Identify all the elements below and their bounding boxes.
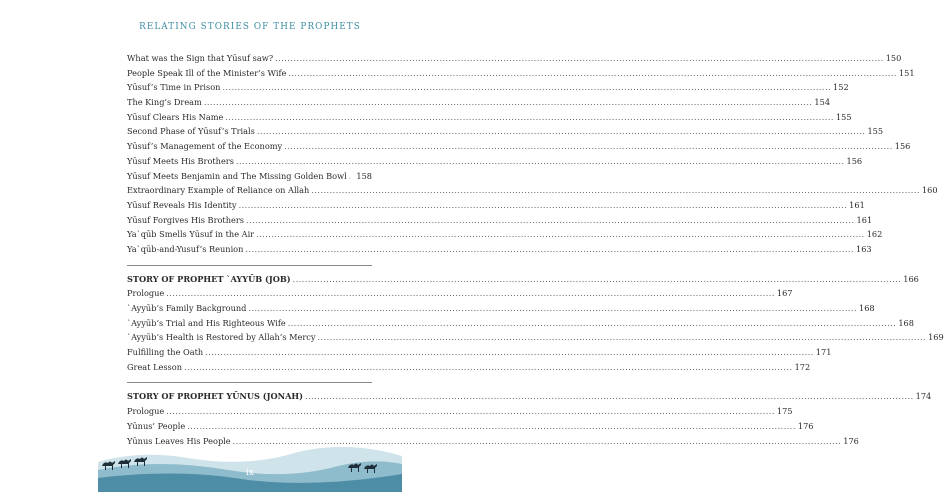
dot-leader: ........................................................................................................................................................................................................ — [238, 200, 848, 210]
dot-leader: ........................................................................................................................................................................................................ — [203, 98, 813, 108]
toc-page-number: 158 — [356, 170, 372, 181]
toc-entry-title: Yūnus Leaves His People — [127, 435, 231, 446]
dot-leader: ........................................................................................................................................................................................................ — [166, 289, 775, 299]
running-header: RELATING STORIES OF THE PROPHETS — [139, 22, 361, 32]
toc-page-number: 155 — [835, 111, 852, 122]
toc-entry — [127, 406, 793, 421]
book-page — [98, 8, 944, 492]
section-divider — [127, 382, 372, 383]
toc-page-number: 156 — [894, 141, 911, 152]
toc-entry-title: Ya`qūb-and-Yusuf’s Reunion — [127, 243, 244, 254]
toc-entry — [127, 332, 944, 347]
dot-leader: ........................................................................................................................................................................................................ — [256, 127, 866, 137]
toc-entry-title: Yūsuf Meets Benjamin and The Missing Golden Bowl — [127, 170, 347, 181]
toc-entry-title: STORY OF PROPHET YŪNUS (JONAH) — [127, 391, 304, 402]
dot-leader: ........................................................................................................................................................................................................ — [187, 421, 796, 431]
toc-entry-title: `Ayyūb’s Trial and His Righteous Wife — [127, 317, 286, 328]
toc-entry-title: Yūnus’ People — [127, 420, 186, 431]
toc-entry-title: People Speak Ill of the Minister’s Wife — [127, 67, 287, 78]
toc-entry — [127, 243, 872, 259]
toc-entry — [127, 288, 793, 303]
toc-page-number: 152 — [833, 82, 849, 93]
toc-entry-title: Yūsuf’s Management of the Economy — [127, 141, 283, 152]
toc-section-heading — [127, 273, 919, 289]
dot-leader: ........................................................................................................................................................................................................ — [235, 156, 845, 166]
toc-entry-title: Prologue — [127, 406, 165, 417]
page-number: ix — [246, 468, 254, 478]
toc-entry — [127, 111, 852, 127]
toc-entry — [127, 97, 831, 112]
toc-entry — [127, 126, 884, 141]
toc-entry-title: Fulfilling the Oath — [127, 347, 204, 358]
dot-leader: ........................................................................................................................................................................................................ — [311, 186, 920, 196]
dot-leader: ........................................................................................................................................................................................................ — [305, 392, 914, 402]
toc-entry-title: Ya`qūb Smells Yūsuf in the Air — [127, 229, 255, 240]
toc-entry — [127, 214, 873, 230]
toc-page-number: 150 — [885, 53, 902, 63]
toc-entry — [127, 82, 849, 97]
table-of-contents — [127, 53, 944, 450]
toc-entry-title: Yūsuf Forgives His Brothers — [127, 214, 244, 225]
dot-leader: ........................................................................................................................................................................................................ — [288, 68, 897, 78]
toc-entry-title: Second Phase of Yūsuf’s Trials — [127, 126, 255, 137]
toc-entry-title: The King’s Dream — [127, 97, 202, 108]
toc-entry — [127, 199, 865, 215]
toc-page-number: 176 — [797, 420, 814, 431]
toc-entry — [127, 141, 911, 156]
toc-entry-title: Yūsuf Meets His Brothers — [127, 155, 234, 166]
toc-page-number: 161 — [849, 199, 865, 210]
toc-page-number: 155 — [867, 126, 884, 137]
toc-page-number: 174 — [915, 391, 932, 402]
toc-entry — [127, 229, 883, 244]
toc-entry — [127, 67, 915, 83]
toc-page-number: 154 — [814, 97, 831, 108]
dot-leader: ........................................................................................................................................................................................................ — [317, 333, 927, 343]
toc-entry-title: Extraordinary Example of Reliance on Allah — [127, 185, 310, 196]
dot-leader: ........................................................................................................................................................................................................ — [183, 362, 793, 372]
dot-leader: ........................................................................................................................................................................................................ — [222, 83, 832, 93]
toc-entry-title: What was the Sign that Yūsuf saw? — [127, 53, 274, 63]
toc-page-number: 166 — [903, 273, 919, 284]
toc-page-number: 169 — [928, 332, 944, 343]
toc-entry-title: `Ayyūb’s Family Background — [127, 303, 247, 313]
toc-entry-title: `Ayyūb’s Health is Restored by Allah’s Mercy — [127, 332, 316, 343]
dot-leader: ........................................................................................................................................................................................................ — [287, 318, 897, 328]
dot-leader: ........................................................................................................................................................................................................ — [245, 215, 855, 225]
toc-page-number: 161 — [856, 214, 873, 225]
dot-leader: ........................................................................................................................................................................................................ — [225, 112, 834, 122]
toc-page-number: 168 — [859, 303, 875, 313]
dot-leader: ........................................................................................................................................................................................................ — [232, 436, 842, 446]
dot-leader: ........................................................................................................................................................................................................ — [292, 274, 902, 284]
toc-entry — [127, 317, 914, 333]
toc-entry — [127, 155, 863, 171]
toc-entry — [127, 361, 811, 377]
dot-leader: ........................................................................................................................................................................................................ — [284, 142, 893, 152]
footer-illustration — [98, 422, 402, 492]
toc-entry-title: Yūsuf’s Time in Prison — [127, 82, 221, 93]
toc-entry — [127, 171, 372, 186]
toc-entry — [127, 347, 832, 362]
dot-leader — [349, 172, 350, 181]
toc-page-number: 168 — [898, 317, 914, 328]
toc-entry-title: Yūsuf Clears His Name — [127, 111, 224, 122]
toc-page-number: 167 — [776, 288, 793, 299]
toc-page-number: 172 — [794, 361, 811, 372]
toc-entry — [127, 53, 902, 68]
dot-leader: ........................................................................................................................................................................................................ — [275, 54, 884, 63]
toc-page-number: 171 — [815, 347, 832, 358]
section-divider — [127, 265, 372, 266]
toc-entry — [127, 303, 875, 318]
toc-entry — [127, 185, 938, 200]
dot-leader: ........................................................................................................................................................................................................ — [205, 348, 814, 358]
toc-page-number: 162 — [866, 229, 883, 240]
toc-page-number: 176 — [843, 435, 859, 446]
dot-leader: ........................................................................................................................................................................................................ — [248, 304, 857, 313]
toc-page-number: 151 — [898, 67, 915, 78]
toc-entry-title: Prologue — [127, 288, 165, 299]
toc-entry-title: STORY OF PROPHET `AYYŪB (JOB) — [127, 273, 291, 284]
toc-page-number: 160 — [921, 185, 938, 196]
toc-entry-title: Yūsuf Reveals His Identity — [127, 199, 237, 210]
dot-leader: ........................................................................................................................................................................................................ — [166, 407, 775, 417]
dot-leader: ........................................................................................................................................................................................................ — [256, 230, 865, 240]
toc-section-heading — [127, 391, 932, 406]
toc-entry-title: Great Lesson — [127, 361, 182, 372]
dot-leader: ........................................................................................................................................................................................................ — [245, 244, 854, 254]
toc-page-number: 163 — [855, 243, 872, 254]
desert-dunes-illustration — [98, 422, 402, 492]
toc-page-number: 156 — [846, 155, 863, 166]
toc-page-number: 175 — [776, 406, 793, 417]
